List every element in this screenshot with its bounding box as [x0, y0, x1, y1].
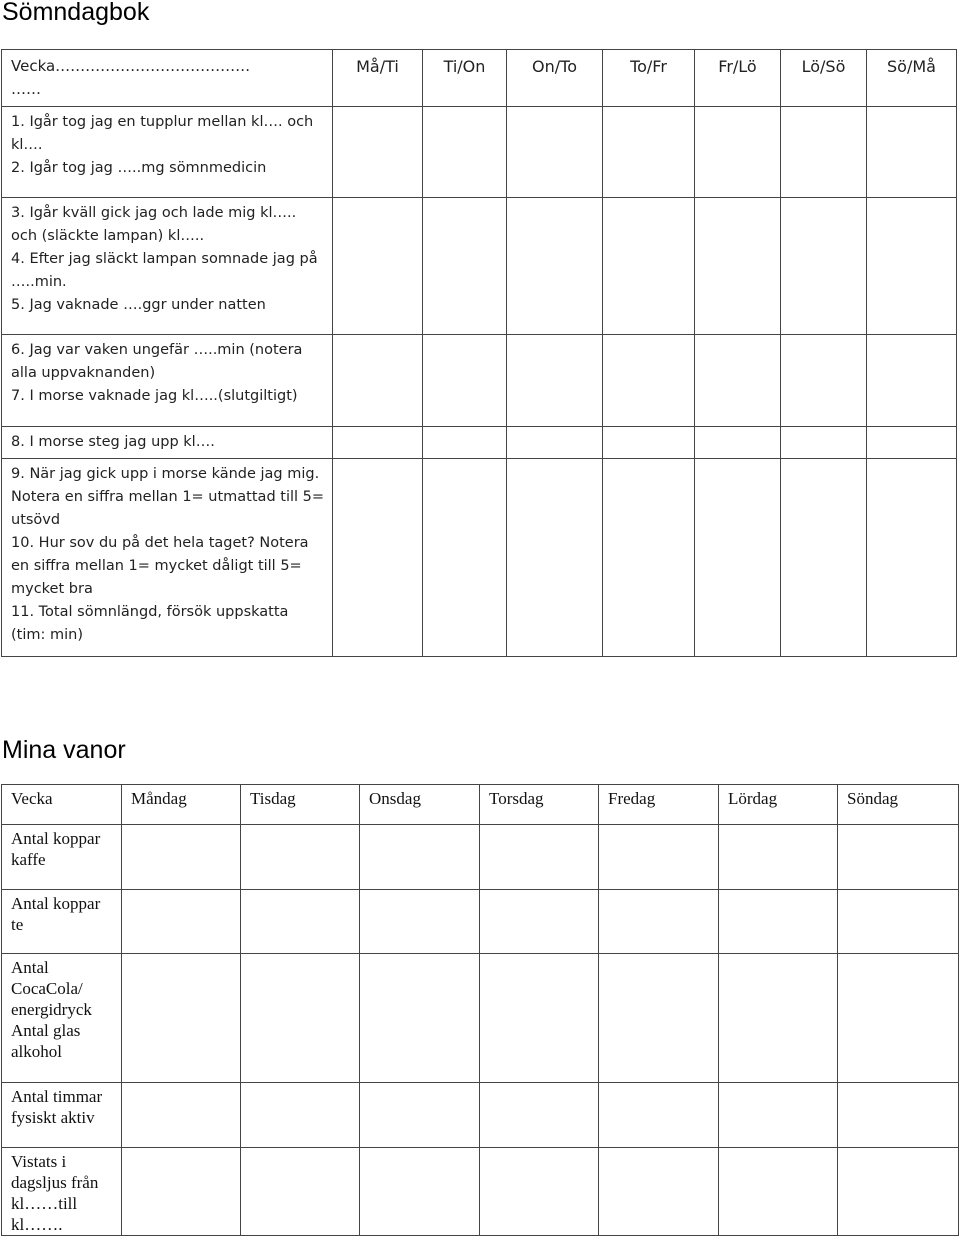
answer-cell[interactable]	[781, 459, 867, 657]
answer-cell[interactable]	[695, 198, 781, 335]
question-cell	[2, 427, 333, 459]
answer-cell[interactable]	[423, 335, 507, 427]
habit-row	[2, 890, 959, 954]
answer-cell[interactable]	[603, 427, 695, 459]
answer-cell[interactable]	[333, 335, 423, 427]
day-header: Onsdag	[360, 785, 480, 825]
habit-cell[interactable]	[719, 1083, 838, 1148]
habit-cell[interactable]	[480, 954, 599, 1083]
habit-cell[interactable]	[480, 825, 599, 890]
question-5: 5. Jag vaknade ….ggr under natten	[11, 297, 266, 313]
day-header: Söndag	[838, 785, 959, 825]
answer-cell[interactable]	[603, 198, 695, 335]
answer-cell[interactable]	[867, 107, 957, 198]
habit-daylight: Vistats i dagsljus från kl……till kl…….	[11, 1152, 99, 1234]
sleep-row	[2, 107, 957, 198]
day-header: Ti/On	[423, 50, 507, 107]
sleep-diary-table	[1, 49, 957, 657]
habit-label	[2, 1083, 122, 1148]
sleep-row	[2, 459, 957, 657]
habit-cola-energy: Antal CocaCola/ energidryck	[11, 958, 92, 1019]
habit-label	[2, 890, 122, 954]
habit-cell[interactable]	[360, 1083, 480, 1148]
answer-cell[interactable]	[333, 198, 423, 335]
answer-cell[interactable]	[333, 459, 423, 657]
habit-label	[2, 825, 122, 890]
answer-cell[interactable]	[423, 198, 507, 335]
habit-cell[interactable]	[480, 890, 599, 954]
answer-cell[interactable]	[867, 427, 957, 459]
answer-cell[interactable]	[781, 198, 867, 335]
habit-cell[interactable]	[241, 825, 360, 890]
day-header: Lördag	[719, 785, 838, 825]
week-label: Vecka…………………………………	[11, 57, 251, 75]
question-cell	[2, 459, 333, 657]
question-2: 2. Igår tog jag …..mg sömnmedicin	[11, 160, 267, 176]
habit-row	[2, 825, 959, 890]
day-header: Måndag	[122, 785, 241, 825]
habit-tea: Antal koppar te	[11, 894, 101, 934]
answer-cell[interactable]	[507, 459, 603, 657]
habit-cell[interactable]	[122, 954, 241, 1083]
answer-cell[interactable]	[695, 427, 781, 459]
habit-cell[interactable]	[599, 890, 719, 954]
answer-cell[interactable]	[695, 459, 781, 657]
day-header: Torsdag	[480, 785, 599, 825]
habit-cell[interactable]	[122, 825, 241, 890]
habit-cell[interactable]	[838, 890, 959, 954]
question-4: 4. Efter jag släckt lampan somnade jag på …..min.	[11, 251, 318, 290]
answer-cell[interactable]	[781, 427, 867, 459]
answer-cell[interactable]	[507, 107, 603, 198]
habit-cell[interactable]	[480, 1083, 599, 1148]
question-10: 10. Hur sov du på det hela taget? Notera en siffra mellan 1= mycket dåligt till 5= mycket bra	[11, 535, 309, 597]
habit-cell[interactable]	[599, 825, 719, 890]
habit-label	[2, 1148, 122, 1236]
habit-cell[interactable]	[838, 825, 959, 890]
habit-cell[interactable]	[360, 825, 480, 890]
day-header: Må/Ti	[333, 50, 423, 107]
habits-header-row	[2, 785, 959, 825]
habit-cell[interactable]	[241, 1083, 360, 1148]
answer-cell[interactable]	[867, 459, 957, 657]
sleep-header-row	[2, 50, 957, 107]
habit-cell[interactable]	[599, 1148, 719, 1236]
habit-cell[interactable]	[599, 954, 719, 1083]
answer-cell[interactable]	[423, 107, 507, 198]
habit-cell[interactable]	[122, 890, 241, 954]
habit-cell[interactable]	[719, 890, 838, 954]
habit-cell[interactable]	[360, 954, 480, 1083]
day-header: Fredag	[599, 785, 719, 825]
answer-cell[interactable]	[423, 427, 507, 459]
habit-cell[interactable]	[241, 890, 360, 954]
week-label-continued: ……	[11, 80, 41, 98]
habit-cell[interactable]	[599, 1083, 719, 1148]
habit-cell[interactable]	[719, 825, 838, 890]
answer-cell[interactable]	[507, 198, 603, 335]
day-header: Lö/Sö	[781, 50, 867, 107]
habit-label	[2, 954, 122, 1083]
answer-cell[interactable]	[603, 459, 695, 657]
answer-cell[interactable]	[333, 107, 423, 198]
habit-cell[interactable]	[480, 1148, 599, 1236]
answer-cell[interactable]	[695, 335, 781, 427]
question-7: 7. I morse vaknade jag kl…..(slutgiltigt)	[11, 388, 298, 404]
answer-cell[interactable]	[603, 107, 695, 198]
habit-coffee: Antal koppar kaffe	[11, 829, 101, 869]
answer-cell[interactable]	[507, 427, 603, 459]
question-cell	[2, 335, 333, 427]
sleep-row	[2, 427, 957, 459]
habit-cell[interactable]	[838, 1083, 959, 1148]
habit-row	[2, 954, 959, 1083]
question-11: 11. Total sömnlängd, försök uppskatta (tim: min)	[11, 604, 289, 643]
habit-alcohol: Antal glas alkohol	[11, 1021, 81, 1061]
day-header: Tisdag	[241, 785, 360, 825]
habit-cell[interactable]	[719, 954, 838, 1083]
section-title: Mina vanor	[2, 736, 126, 764]
answer-cell[interactable]	[333, 427, 423, 459]
day-header: On/To	[507, 50, 603, 107]
habit-row	[2, 1083, 959, 1148]
answer-cell[interactable]	[507, 335, 603, 427]
habit-cell[interactable]	[838, 1148, 959, 1236]
day-header: Fr/Lö	[695, 50, 781, 107]
question-cell	[2, 107, 333, 198]
answer-cell[interactable]	[603, 335, 695, 427]
habit-cell[interactable]	[122, 1083, 241, 1148]
question-1: 1. Igår tog jag en tupplur mellan kl…. och kl….	[11, 114, 314, 153]
habit-cell[interactable]	[122, 1148, 241, 1236]
habit-cell[interactable]	[241, 1148, 360, 1236]
answer-cell[interactable]	[695, 107, 781, 198]
habit-cell[interactable]	[360, 1148, 480, 1236]
answer-cell[interactable]	[423, 459, 507, 657]
question-6: 6. Jag var vaken ungefär …..min (notera alla uppvaknanden)	[11, 342, 303, 381]
habit-cell[interactable]	[719, 1148, 838, 1236]
question-cell	[2, 198, 333, 335]
sleep-row	[2, 335, 957, 427]
day-header: To/Fr	[603, 50, 695, 107]
habit-cell[interactable]	[241, 954, 360, 1083]
habit-row	[2, 1148, 959, 1236]
habit-physical-activity: Antal timmar fysiskt aktiv	[11, 1087, 103, 1127]
answer-cell[interactable]	[867, 335, 957, 427]
sleep-row	[2, 198, 957, 335]
question-8: 8. I morse steg jag upp kl….	[11, 434, 215, 450]
page-title: Sömndagbok	[2, 0, 150, 26]
week-cell[interactable]	[2, 50, 333, 107]
week-header: Vecka	[2, 785, 122, 825]
day-header: Sö/Må	[867, 50, 957, 107]
habits-table	[1, 784, 959, 1236]
habit-cell[interactable]	[360, 890, 480, 954]
answer-cell[interactable]	[781, 107, 867, 198]
answer-cell[interactable]	[781, 335, 867, 427]
habit-cell[interactable]	[838, 954, 959, 1083]
question-9: 9. När jag gick upp i morse kände jag mig. Notera en siffra mellan 1= utmattad till 5= utsövd	[11, 466, 325, 528]
answer-cell[interactable]	[867, 198, 957, 335]
question-3: 3. Igår kväll gick jag och lade mig kl….. och (släckte lampan) kl…..	[11, 205, 297, 244]
